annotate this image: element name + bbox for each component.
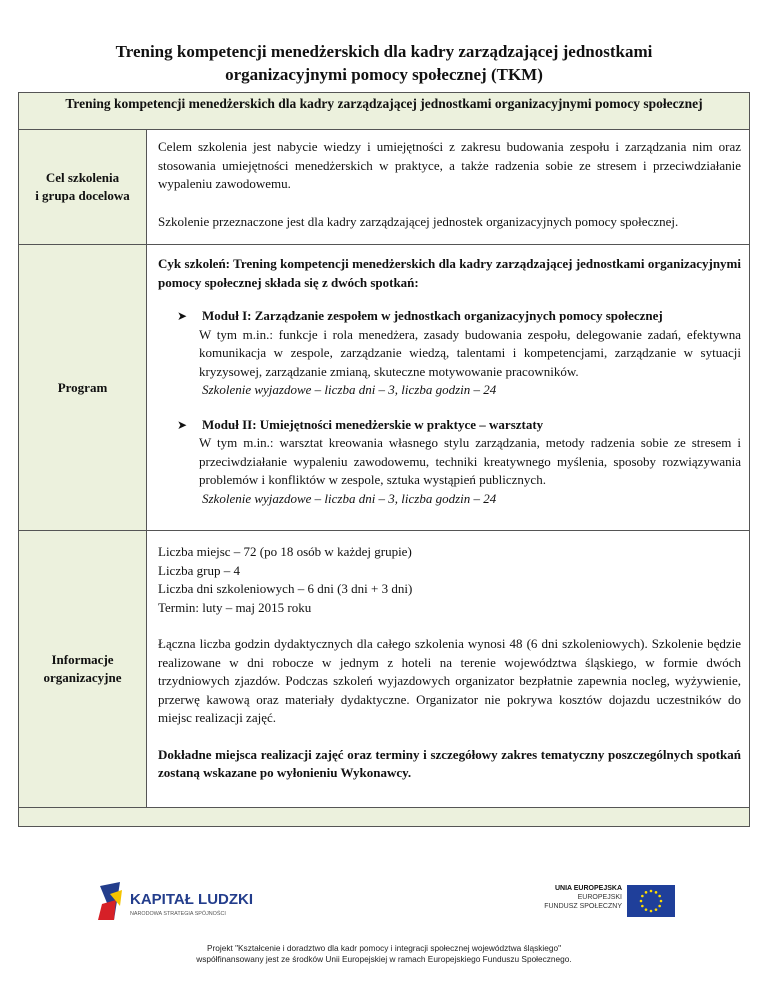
info-row — [19, 531, 750, 808]
arrow-bullet-icon: ➤ — [177, 309, 188, 323]
eu-star — [660, 900, 663, 903]
info-line: Liczba miejsc – 72 (po 18 osób w każdej grupie) — [158, 544, 412, 559]
goal-paragraph-1: Celem szkolenia jest nabycie wiedzy i umiejętności z zakresu budowania zespołu i zarządzania nim oraz stosowania umiejętności menedżerskich w praktyce, a także radzenia sobie ze stresem i przeciwdziałanie wypaleniu zawodowemu. — [158, 139, 741, 191]
eu-star — [645, 891, 648, 894]
kl-red-shape — [98, 900, 116, 920]
info-label-line2: organizacyjne — [43, 670, 122, 685]
eu-star — [650, 910, 653, 913]
ue-line1: UNIA EUROPEJSKA — [554, 885, 622, 892]
program-content — [147, 245, 750, 531]
footer-note — [100, 943, 668, 965]
program-row — [19, 245, 750, 531]
ue-line3: FUNDUSZ SPOŁECZNY — [544, 903, 622, 910]
footer-note-line1: Projekt "Kształcenie i doradztwo dla kadr pomocy i integracji społecznej województwa śląskiego" — [206, 943, 562, 953]
eu-flag-icon — [627, 885, 675, 917]
footer-logos — [0, 876, 768, 936]
info-label — [19, 531, 147, 808]
ue-line2: EUROPEJSKI — [577, 894, 622, 901]
empty-cell — [19, 808, 750, 827]
info-line: Liczba grup – 4 — [158, 562, 240, 578]
info-paragraph: Łączna liczba godzin dydaktycznych dla całego szkolenia wynosi 48 (6 dni szkoleniowych). Szkolenie będzie realizowane w dni robocze w jednym z hoteli na terenie województwa śląskiego, w formie dwóch trzydniowych zjazdów. Podczas szkoleń wyjazdowych organizator bezpłatnie zapewnia nocleg, wyżywienie, przerwę kawową oraz materiały dydaktyczne. Organizator nie pokrywa kosztów dojazdu uczestników do miejsc realizacji zajęć. — [158, 636, 741, 725]
goal-label-line2: i grupa docelowa — [35, 188, 130, 203]
module-2-description: W tym m.in.: warsztat kreowania własnego stylu zarządzania, metody radzenia sobie ze stresem i przeciwdziałanie wypaleniu zawodowemu, techniki kreatywnego myślenia, sposoby rozwiązywania problemów i konfliktów w zespole, sztuka wystąpień publicznych. — [199, 435, 741, 487]
table-header: Trening kompetencji menedżerskich dla kadry zarządzającej jednostkami organizacyjnymi pomocy społecznej — [19, 93, 750, 130]
info-line: Liczba dni szkoleniowych – 6 dni (3 dni + 3 dni) — [158, 581, 413, 596]
eu-star — [641, 895, 644, 898]
training-table — [18, 92, 750, 827]
info-content — [147, 531, 750, 808]
eu-star — [641, 905, 644, 908]
module-2-note: Szkolenie wyjazdowe – liczba dni – 3, liczba godzin – 24 — [202, 490, 497, 506]
module-2-title: Moduł II: Umiejętności menedżerskie w praktyce – warsztaty — [202, 416, 544, 432]
eu-star — [655, 908, 658, 911]
kl-subtitle: NARODOWA STRATEGIA SPÓJNOŚCI — [130, 911, 226, 917]
module-2 — [158, 416, 741, 509]
module-1 — [158, 307, 741, 400]
module-1-note: Szkolenie wyjazdowe – liczba dni – 3, liczba godzin – 24 — [202, 382, 497, 397]
kl-title: KAPITAŁ LUDZKI — [130, 891, 254, 908]
empty-row — [19, 808, 750, 827]
kapital-ludzki-logo — [96, 880, 296, 924]
document-title: Trening kompetencji menedżerskich dla kadry zarządzającej jednostkami organizacyjnymi pomocy społecznej (TKM) — [115, 42, 653, 84]
footer-note-line2: współfinansowany jest ze środków Unii Europejskiej w ramach Europejskiego Funduszu Społecznego. — [196, 954, 572, 964]
eu-star — [655, 891, 658, 894]
goal-label — [19, 130, 147, 245]
eu-star — [658, 905, 661, 908]
info-line: Termin: luty – maj 2015 roku — [158, 599, 312, 615]
goal-paragraph-2: Szkolenie przeznaczone jest dla kadry zarządzającej jednostek organizacyjnych pomocy społecznej. — [158, 213, 679, 229]
module-1-description: W tym m.in.: funkcje i rola menedżera, zasady budowania zespołu, delegowanie zadań, efektywna komunikacja w zespole, zarządzanie wiedzą, talentami i kompetencjami, zarządzanie w sytuacji kryzysowej, zarządzanie zmianą, skuteczne motywowanie pracowników. — [199, 326, 741, 379]
eu-star — [650, 890, 653, 893]
goal-row — [19, 130, 750, 245]
eu-star — [658, 895, 661, 898]
program-label: Program — [19, 245, 147, 531]
eu-star — [640, 900, 643, 903]
info-bold-note: Dokładne miejsca realizacji zajęć oraz terminy i szczegółowy zakres tematyczny poszczególnych spotkań zostaną wskazane po wyłonieniu Wykonawcy. — [158, 746, 741, 780]
goal-content — [147, 130, 750, 245]
ue-text — [500, 884, 622, 911]
program-intro: Cyk szkoleń: Trening kompetencji menedżerskich dla kadry zarządzającej jednostkami organizacyjnymi pomocy społecznej składa się z dwóch spotkań: — [158, 256, 741, 290]
arrow-bullet-icon: ➤ — [177, 417, 188, 432]
table-header-row — [19, 93, 750, 130]
goal-label-line1: Cel szkolenia — [45, 170, 120, 185]
eu-star — [645, 908, 648, 911]
info-label-line1: Informacje — [51, 652, 114, 667]
module-1-title: Moduł I: Zarządzanie zespołem w jednostkach organizacyjnych pomocy społecznej — [202, 308, 663, 323]
